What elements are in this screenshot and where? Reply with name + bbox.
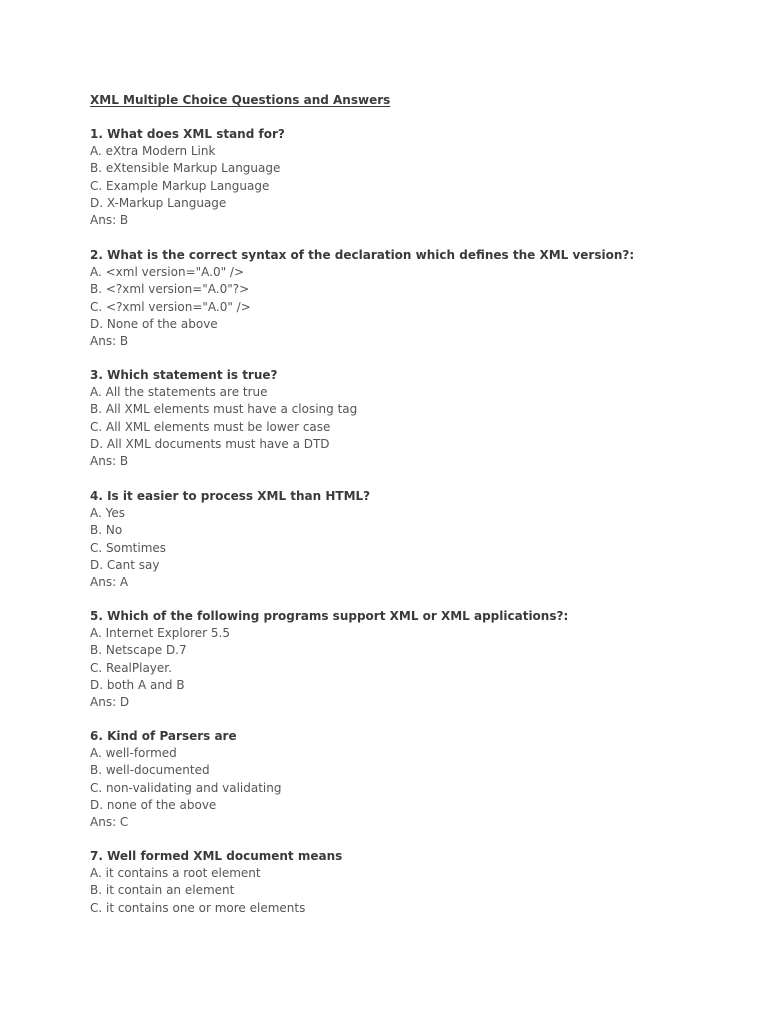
question-text: 6. Kind of Parsers are bbox=[90, 729, 237, 743]
option-d: D. X-Markup Language bbox=[90, 195, 227, 210]
question-text: 2. What is the correct syntax of the declaration which defines the XML version?: bbox=[90, 248, 635, 262]
question-block bbox=[90, 367, 730, 470]
question-block bbox=[90, 608, 730, 711]
option-a: A. well-formed bbox=[90, 746, 177, 761]
answer-text: Ans: B bbox=[90, 454, 129, 469]
question-text: 4. Is it easier to process XML than HTML? bbox=[90, 489, 371, 503]
answer-text: Ans: B bbox=[90, 213, 129, 228]
question-text: 3. Which statement is true? bbox=[90, 368, 278, 382]
question-block bbox=[90, 848, 730, 917]
question-text: 5. Which of the following programs support XML or XML applications?: bbox=[90, 609, 569, 623]
option-b: B. well-documented bbox=[90, 763, 210, 778]
document-title: XML Multiple Choice Questions and Answers bbox=[90, 93, 391, 107]
option-a: A. it contains a root element bbox=[90, 866, 261, 881]
answer-text: Ans: B bbox=[90, 334, 129, 349]
option-b: B. All XML elements must have a closing tag bbox=[90, 402, 358, 417]
option-a: A. Yes bbox=[90, 506, 125, 521]
question-text: 7. Well formed XML document means bbox=[90, 849, 343, 863]
question-block bbox=[90, 728, 730, 831]
answer-text: Ans: A bbox=[90, 575, 129, 590]
option-c: C. it contains one or more elements bbox=[90, 900, 306, 915]
question-text: 1. What does XML stand for? bbox=[90, 127, 285, 141]
question-block bbox=[90, 247, 730, 350]
option-b: B. it contain an element bbox=[90, 883, 235, 898]
option-c: C. All XML elements must be lower case bbox=[90, 419, 331, 434]
option-d: D. none of the above bbox=[90, 797, 217, 812]
answer-text: Ans: D bbox=[90, 695, 130, 710]
question-block bbox=[90, 126, 730, 229]
option-c: C. RealPlayer. bbox=[90, 660, 172, 675]
option-c: C. <?xml version="A.0" /> bbox=[90, 299, 251, 314]
question-block bbox=[90, 488, 730, 591]
option-c: C. Somtimes bbox=[90, 540, 167, 555]
option-d: D. both A and B bbox=[90, 677, 185, 692]
option-d: D. All XML documents must have a DTD bbox=[90, 436, 330, 451]
option-a: A. eXtra Modern Link bbox=[90, 144, 216, 159]
option-c: C. Example Markup Language bbox=[90, 178, 270, 193]
option-d: D. None of the above bbox=[90, 316, 218, 331]
option-d: D. Cant say bbox=[90, 557, 160, 572]
option-a: A. All the statements are true bbox=[90, 385, 268, 400]
option-b: B. eXtensible Markup Language bbox=[90, 161, 281, 176]
option-a: A. Internet Explorer 5.5 bbox=[90, 626, 230, 641]
option-b: B. No bbox=[90, 523, 123, 538]
option-b: B. <?xml version="A.0"?> bbox=[90, 282, 250, 297]
option-a: A. <xml version="A.0" /> bbox=[90, 265, 245, 280]
option-b: B. Netscape D.7 bbox=[90, 643, 187, 658]
option-c: C. non-validating and validating bbox=[90, 780, 282, 795]
answer-text: Ans: C bbox=[90, 815, 129, 830]
